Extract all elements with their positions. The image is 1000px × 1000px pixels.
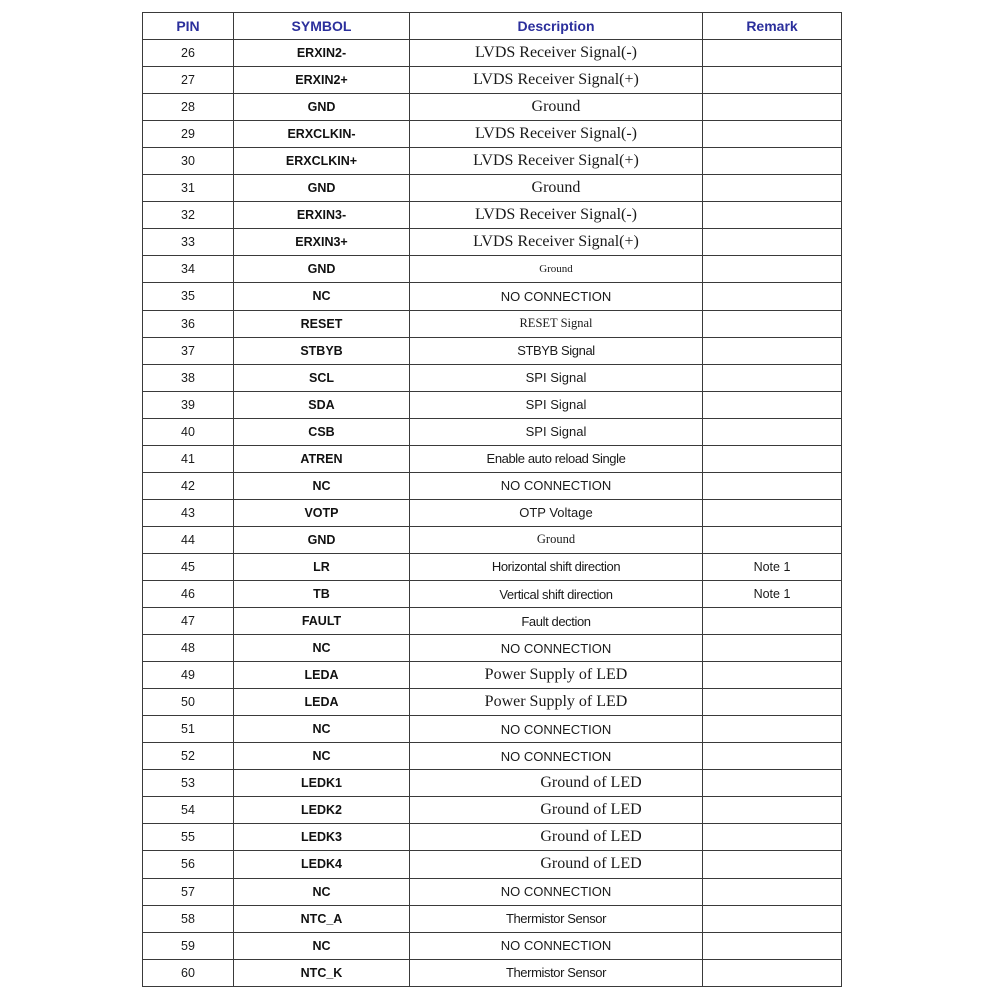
header-remark: Remark <box>703 13 842 40</box>
symbol-cell: NC <box>234 472 410 499</box>
pin-cell: 29 <box>143 121 234 148</box>
description-cell: NO CONNECTION <box>410 716 703 743</box>
remark-cell: Note 1 <box>703 553 842 580</box>
table-row <box>143 878 842 905</box>
description-cell: Ground <box>410 526 703 553</box>
description-cell: NO CONNECTION <box>410 743 703 770</box>
pin-cell: 30 <box>143 148 234 175</box>
symbol-cell: LEDK2 <box>234 797 410 824</box>
table-row <box>143 824 842 851</box>
pin-cell: 49 <box>143 662 234 689</box>
symbol-cell: STBYB <box>234 337 410 364</box>
remark-cell <box>703 905 842 932</box>
symbol-cell: NC <box>234 743 410 770</box>
symbol-cell: NTC_A <box>234 905 410 932</box>
table-row <box>143 797 842 824</box>
table-row <box>143 662 842 689</box>
table-row <box>143 256 842 283</box>
remark-cell <box>703 40 842 67</box>
pin-cell: 33 <box>143 229 234 256</box>
table-row <box>143 851 842 878</box>
table-body <box>143 40 842 987</box>
description-cell: OTP Voltage <box>410 499 703 526</box>
table-row <box>143 905 842 932</box>
description-cell: Vertical shift direction <box>410 580 703 607</box>
remark-cell <box>703 148 842 175</box>
table-row <box>143 310 842 337</box>
remark-cell <box>703 716 842 743</box>
description-cell: SPI Signal <box>410 391 703 418</box>
description-cell: NO CONNECTION <box>410 878 703 905</box>
remark-cell <box>703 824 842 851</box>
pin-cell: 28 <box>143 94 234 121</box>
table-row <box>143 175 842 202</box>
pin-cell: 60 <box>143 959 234 986</box>
symbol-cell: LEDA <box>234 662 410 689</box>
pin-cell: 32 <box>143 202 234 229</box>
table-row <box>143 580 842 607</box>
remark-cell <box>703 743 842 770</box>
symbol-cell: ERXCLKIN- <box>234 121 410 148</box>
remark-cell <box>703 310 842 337</box>
remark-cell <box>703 932 842 959</box>
pin-cell: 58 <box>143 905 234 932</box>
description-cell: Horizontal shift direction <box>410 553 703 580</box>
description-cell: NO CONNECTION <box>410 635 703 662</box>
table-row <box>143 770 842 797</box>
symbol-cell: NTC_K <box>234 959 410 986</box>
remark-cell <box>703 608 842 635</box>
remark-cell <box>703 283 842 310</box>
remark-cell <box>703 770 842 797</box>
symbol-cell: ERXCLKIN+ <box>234 148 410 175</box>
table-row <box>143 337 842 364</box>
table-row <box>143 391 842 418</box>
table-row <box>143 526 842 553</box>
pin-cell: 59 <box>143 932 234 959</box>
description-cell: SPI Signal <box>410 418 703 445</box>
description-cell: LVDS Receiver Signal(-) <box>410 40 703 67</box>
symbol-cell: RESET <box>234 310 410 337</box>
table-row <box>143 499 842 526</box>
pin-cell: 47 <box>143 608 234 635</box>
table-row <box>143 689 842 716</box>
remark-cell <box>703 391 842 418</box>
table-row <box>143 418 842 445</box>
remark-cell <box>703 635 842 662</box>
description-cell: SPI Signal <box>410 364 703 391</box>
symbol-cell: NC <box>234 283 410 310</box>
pin-cell: 36 <box>143 310 234 337</box>
pin-cell: 27 <box>143 67 234 94</box>
remark-cell <box>703 175 842 202</box>
remark-cell <box>703 256 842 283</box>
description-cell: Thermistor Sensor <box>410 905 703 932</box>
description-cell: Power Supply of LED <box>410 662 703 689</box>
symbol-cell: TB <box>234 580 410 607</box>
pin-cell: 35 <box>143 283 234 310</box>
pin-cell: 55 <box>143 824 234 851</box>
pin-cell: 53 <box>143 770 234 797</box>
remark-cell <box>703 202 842 229</box>
remark-cell <box>703 472 842 499</box>
description-cell: NO CONNECTION <box>410 472 703 499</box>
remark-cell <box>703 337 842 364</box>
symbol-cell: ERXIN2- <box>234 40 410 67</box>
pin-cell: 50 <box>143 689 234 716</box>
description-cell: RESET Signal <box>410 310 703 337</box>
table-row <box>143 94 842 121</box>
symbol-cell: CSB <box>234 418 410 445</box>
pin-cell: 46 <box>143 580 234 607</box>
remark-cell <box>703 364 842 391</box>
symbol-cell: VOTP <box>234 499 410 526</box>
symbol-cell: GND <box>234 94 410 121</box>
description-cell: STBYB Signal <box>410 337 703 364</box>
table-row <box>143 148 842 175</box>
remark-cell <box>703 526 842 553</box>
description-cell: Thermistor Sensor <box>410 959 703 986</box>
description-cell: LVDS Receiver Signal(+) <box>410 67 703 94</box>
description-cell: Ground <box>410 94 703 121</box>
pin-cell: 54 <box>143 797 234 824</box>
symbol-cell: GND <box>234 526 410 553</box>
description-cell: Ground of LED <box>410 851 703 878</box>
pin-cell: 44 <box>143 526 234 553</box>
symbol-cell: ERXIN3- <box>234 202 410 229</box>
description-cell: Ground of LED <box>410 824 703 851</box>
symbol-cell: FAULT <box>234 608 410 635</box>
symbol-cell: LEDA <box>234 689 410 716</box>
symbol-cell: GND <box>234 256 410 283</box>
remark-cell <box>703 121 842 148</box>
symbol-cell: LEDK1 <box>234 770 410 797</box>
table-row <box>143 121 842 148</box>
symbol-cell: ERXIN2+ <box>234 67 410 94</box>
description-cell: Ground <box>410 175 703 202</box>
symbol-cell: ERXIN3+ <box>234 229 410 256</box>
remark-cell <box>703 878 842 905</box>
header-description: Description <box>410 13 703 40</box>
description-cell: Ground of LED <box>410 797 703 824</box>
pin-cell: 41 <box>143 445 234 472</box>
table-row <box>143 445 842 472</box>
pin-cell: 48 <box>143 635 234 662</box>
description-cell: Ground of LED <box>410 770 703 797</box>
description-cell: Power Supply of LED <box>410 689 703 716</box>
remark-cell <box>703 445 842 472</box>
remark-cell <box>703 797 842 824</box>
table-row <box>143 283 842 310</box>
remark-cell <box>703 67 842 94</box>
pin-cell: 56 <box>143 851 234 878</box>
remark-cell <box>703 662 842 689</box>
table-row <box>143 716 842 743</box>
remark-cell <box>703 418 842 445</box>
table-row <box>143 40 842 67</box>
symbol-cell: NC <box>234 635 410 662</box>
description-cell: Ground <box>410 256 703 283</box>
pin-cell: 43 <box>143 499 234 526</box>
symbol-cell: LEDK3 <box>234 824 410 851</box>
table-row <box>143 553 842 580</box>
table-header-row <box>143 13 842 40</box>
pin-cell: 39 <box>143 391 234 418</box>
symbol-cell: ATREN <box>234 445 410 472</box>
remark-cell <box>703 94 842 121</box>
table-row <box>143 932 842 959</box>
description-cell: NO CONNECTION <box>410 283 703 310</box>
description-cell: LVDS Receiver Signal(+) <box>410 148 703 175</box>
description-cell: Fault dection <box>410 608 703 635</box>
table-row <box>143 67 842 94</box>
symbol-cell: NC <box>234 932 410 959</box>
pin-cell: 34 <box>143 256 234 283</box>
pin-cell: 40 <box>143 418 234 445</box>
pin-cell: 51 <box>143 716 234 743</box>
table-row <box>143 743 842 770</box>
description-cell: NO CONNECTION <box>410 932 703 959</box>
symbol-cell: NC <box>234 878 410 905</box>
remark-cell <box>703 229 842 256</box>
pin-cell: 52 <box>143 743 234 770</box>
pin-cell: 42 <box>143 472 234 499</box>
pin-cell: 37 <box>143 337 234 364</box>
remark-cell <box>703 959 842 986</box>
symbol-cell: LR <box>234 553 410 580</box>
description-cell: LVDS Receiver Signal(+) <box>410 229 703 256</box>
pin-cell: 31 <box>143 175 234 202</box>
table-row <box>143 472 842 499</box>
symbol-cell: SCL <box>234 364 410 391</box>
symbol-cell: LEDK4 <box>234 851 410 878</box>
remark-cell <box>703 499 842 526</box>
pin-cell: 26 <box>143 40 234 67</box>
remark-cell: Note 1 <box>703 580 842 607</box>
symbol-cell: NC <box>234 716 410 743</box>
table-row <box>143 959 842 986</box>
pin-cell: 38 <box>143 364 234 391</box>
pin-cell: 45 <box>143 553 234 580</box>
table-row <box>143 202 842 229</box>
header-symbol: SYMBOL <box>234 13 410 40</box>
table-row <box>143 608 842 635</box>
remark-cell <box>703 689 842 716</box>
symbol-cell: GND <box>234 175 410 202</box>
symbol-cell: SDA <box>234 391 410 418</box>
table-row <box>143 364 842 391</box>
description-cell: LVDS Receiver Signal(-) <box>410 202 703 229</box>
pin-table <box>142 12 842 987</box>
table-row <box>143 635 842 662</box>
pin-cell: 57 <box>143 878 234 905</box>
description-cell: LVDS Receiver Signal(-) <box>410 121 703 148</box>
table-row <box>143 229 842 256</box>
remark-cell <box>703 851 842 878</box>
description-cell: Enable auto reload Single <box>410 445 703 472</box>
header-pin: PIN <box>143 13 234 40</box>
